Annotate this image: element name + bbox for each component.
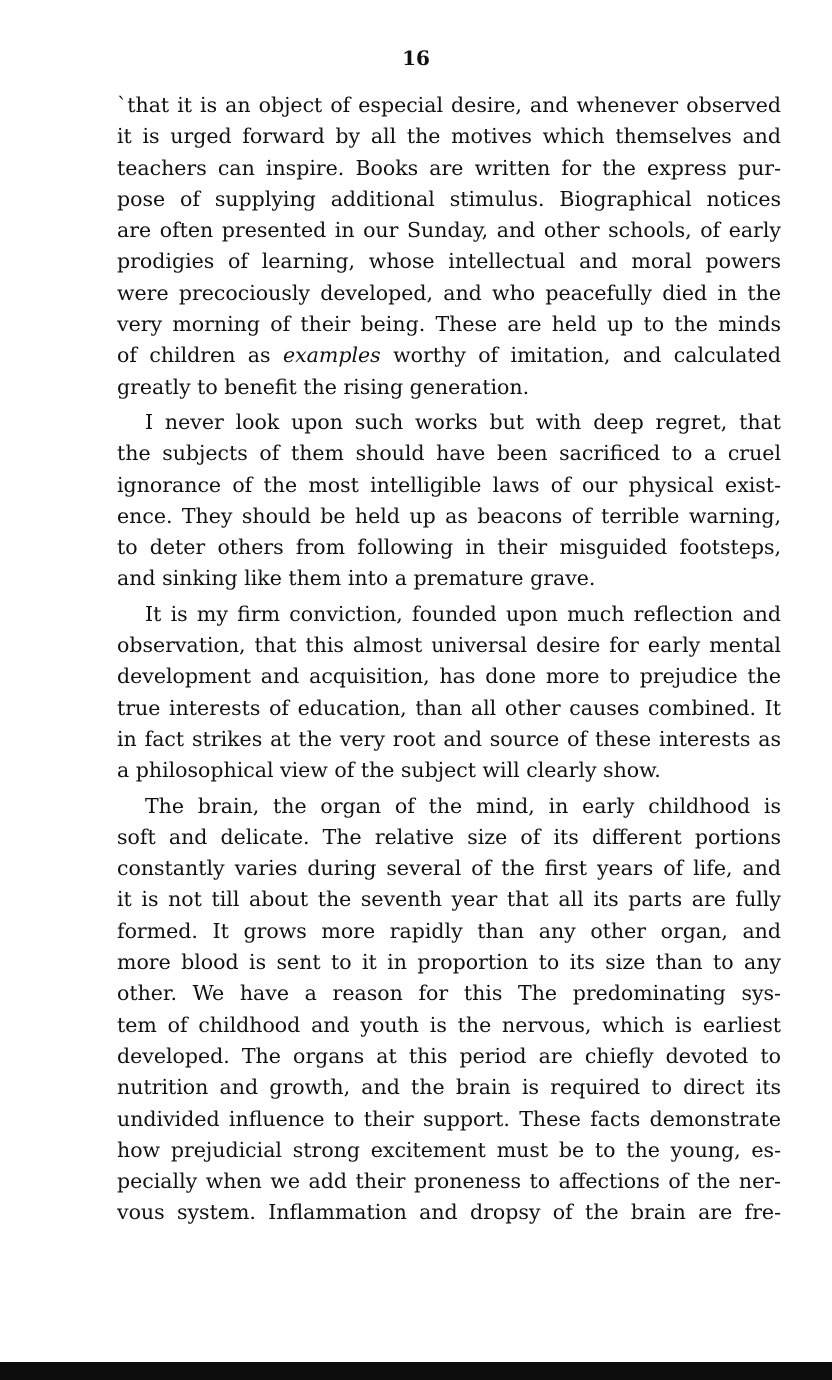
text-line: more blood is sent to it in proportion to its size than to any	[117, 950, 781, 975]
text-line: ignorance of the most intelligible laws of our physical exist-	[117, 472, 781, 497]
text-line: to deter others from following in their misguided footsteps,	[117, 535, 781, 560]
text-line: it is urged forward by all the motives which themselves and	[117, 124, 781, 149]
text-line: true interests of education, than all other causes combined. It	[117, 695, 781, 720]
text-line: It is my firm conviction, founded upon much reflection and	[145, 601, 781, 626]
paragraph	[117, 791, 781, 1229]
text-run: of children as	[117, 343, 283, 368]
text-line: I never look upon such works but with deep regret, that	[145, 409, 781, 434]
emphasized-word: examples	[282, 343, 381, 368]
text-line: pose of supplying additional stimulus. Biographical notices	[117, 186, 781, 211]
text-line: greatly to benefit the rising generation.	[117, 374, 530, 399]
body-text	[117, 90, 781, 1229]
text-line: soft and delicate. The relative size of its different portions	[117, 824, 781, 849]
text-run: worthy of imitation, and calculated	[380, 343, 781, 368]
text-line: developed. The organs at this period are chiefly devoted to	[117, 1043, 781, 1068]
text-line: tem of childhood and youth is the nervous, which is earliest	[117, 1012, 781, 1037]
text-line: `that it is an object of especial desire, and whenever observed	[117, 93, 781, 117]
text-line: are often presented in our Sunday, and other schools, of early	[117, 218, 781, 243]
text-line	[117, 340, 781, 371]
paragraph	[117, 599, 781, 787]
page-number: 16	[402, 46, 430, 70]
text-line: constantly varies during several of the first years of life, and	[117, 856, 781, 881]
text-line: undivided influence to their support. These facts demonstrate	[117, 1106, 781, 1131]
text-line: pecially when we add their proneness to affections of the ner-	[117, 1169, 781, 1194]
text-line: ence. They should be held up as beacons of terrible warning,	[117, 503, 781, 528]
text-line: nutrition and growth, and the brain is required to direct its	[117, 1075, 781, 1100]
text-line: prodigies of learning, whose intellectual and moral powers	[117, 249, 781, 274]
text-line: in fact strikes at the very root and source of these interests as	[117, 726, 781, 751]
text-line: other. We have a reason for this The predominating sys-	[117, 981, 781, 1006]
text-line: the subjects of them should have been sacrificed to a cruel	[117, 441, 781, 466]
text-line: how prejudicial strong excitement must be to the young, es-	[117, 1137, 781, 1162]
text-line: development and acquisition, has done more to prejudice the	[117, 664, 781, 689]
text-line: it is not till about the seventh year that all its parts are fully	[117, 887, 781, 912]
scan-edge-bar	[0, 1362, 832, 1380]
text-line: The brain, the organ of the mind, in early childhood is	[145, 793, 781, 818]
text-line: observation, that this almost universal desire for early mental	[117, 633, 781, 658]
text-line: very morning of their being. These are held up to the minds	[117, 312, 781, 337]
text-line: formed. It grows more rapidly than any other organ, and	[117, 918, 781, 943]
paragraph	[117, 90, 781, 403]
paragraph	[117, 407, 781, 595]
text-line: a philosophical view of the subject will clearly show.	[117, 758, 661, 783]
text-line: vous system. Inflammation and dropsy of the brain are fre-	[117, 1200, 781, 1225]
text-line: were precociously developed, and who peacefully died in the	[117, 280, 781, 305]
text-line: teachers can inspire. Books are written for the express pur-	[117, 155, 781, 180]
text-line: and sinking like them into a premature grave.	[117, 566, 596, 591]
